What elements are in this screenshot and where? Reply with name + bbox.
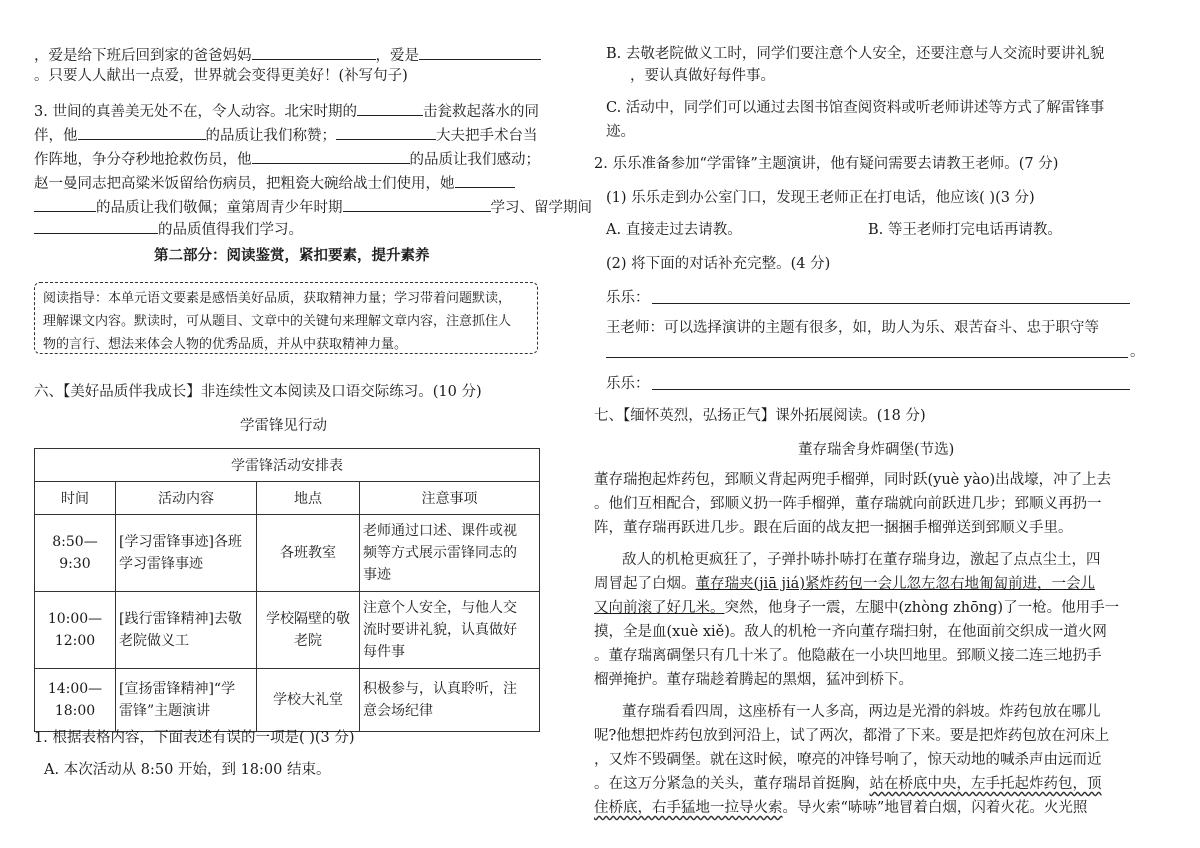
paragraph-1-line: 。他们互相配合，郅顺义扔一阵手榴弹，董存瑞就向前跃进几步；郅顺义再扔一 xyxy=(594,496,1102,512)
paragraph-1-line: 董存瑞抱起炸药包，郅顺义背起两兜手榴弹，同时跃(yuè yào)出战壕，冲了上去 xyxy=(594,472,1112,488)
paragraph-3-line: 呢?他想把炸药包放到河沿上，试了两次，都滑了下来。要是把炸药包放在河床上 xyxy=(594,728,1110,744)
section-seven-heading: 七、【缅怀英烈，弘扬正气】课外拓展阅读。(18 分) xyxy=(594,408,926,424)
underlined-sentence: 董存瑞夹(jiā jiá)紧炸药包一会儿忽左忽右地匍匐前进，一会儿 xyxy=(695,576,1095,592)
question-3-line-1: 3. 世间的真善美无处不在，令人动容。北宋时期的 击瓮救起落水的同 xyxy=(34,100,539,122)
dialogue-lele-1: 乐乐： xyxy=(606,290,650,306)
story-title: 董存瑞舍身炸碉堡(节选) xyxy=(798,442,955,458)
paragraph-3-line: 董存瑞看看四周，这座桥有一人多高，两边是光滑的斜坡。炸药包放在哪儿 xyxy=(622,704,1101,720)
wavy-underlined-sentence: 站在桥底中央，左手托起炸药包，顶 xyxy=(869,776,1102,792)
paragraph-1-line: 阵，董存瑞再跃进几步。跟在后面的战友把一捆捆手榴弹送到郅顺义手里。 xyxy=(594,520,1073,536)
question-3-line-5: 的品质让我们敬佩；童第周青少年时期 学习、留学期间 xyxy=(34,196,592,218)
fill-line-1: ，爱是给下班后回到家的爸爸妈妈 ，爱是 xyxy=(34,44,541,66)
option-a: A. 本次活动从 8:50 开始，到 18:00 结束。 xyxy=(44,762,331,778)
table-row xyxy=(35,592,540,669)
paragraph-3-line: 住桥底，右手猛地一拉导火索。导火索“哧哧”地冒着白烟，闪着火花。火光照 xyxy=(594,800,1088,816)
col-header-notes: 注意事项 xyxy=(360,482,540,515)
answer-blank[interactable] xyxy=(252,148,410,164)
paragraph-3-line: 。在这万分紧急的关头，董存瑞昂首挺胸，站在桥底中央，左手托起炸药包，顶 xyxy=(594,776,1102,792)
answer-blank[interactable] xyxy=(343,196,491,212)
underlined-sentence: 又向前滚了好几米。 xyxy=(594,600,725,616)
dialogue-teacher-line-1: 王老师：可以选择演讲的主题有很多，如，助人为乐、艰苦奋斗、忠于职守等 xyxy=(606,320,1099,336)
cell-notes: 注意个人安全，与他人交 流时要讲礼貌，认真做好 每件事 xyxy=(360,592,540,669)
answer-blank[interactable] xyxy=(78,124,206,140)
fill-line-2: 。只要人人献出一点爱，世界就会变得更美好！(补写句子) xyxy=(34,68,408,84)
paragraph-2-line: 又向前滚了好几米。突然，他身子一震，左腿中(zhòng zhōng)了一枪。他用手一 xyxy=(594,600,1120,616)
question-3-line-3: 作阵地，争分夺秒地抢救伤员，他 的品质让我们感动； xyxy=(34,148,540,170)
answer-blank[interactable] xyxy=(419,44,541,60)
reading-guide-line: 阅读指导：本单元语文要素是感悟美好品质，获取精神力量；学习带着问题默读， xyxy=(43,291,512,306)
answer-blank[interactable] xyxy=(336,124,436,140)
cell-place: 学校隔壁的敬 老院 xyxy=(257,592,360,669)
question-2-2: (2) 将下面的对话补充完整。(4 分) xyxy=(606,256,831,272)
reading-guide-line: 物的言行、想法来体会人物的优秀品质，并从中获取精神力量。 xyxy=(43,337,408,352)
wavy-underlined-sentence: 住桥底，右手猛地一拉导火索 xyxy=(594,800,783,816)
answer-blank[interactable] xyxy=(252,44,376,60)
table-caption: 学雷锋活动安排表 xyxy=(35,449,540,482)
question-3-line-4: 赵一曼同志把高粱米饭留给伤病员，把粗瓷大碗给战士们使用，她 xyxy=(34,172,515,194)
answer-line[interactable] xyxy=(652,388,1130,390)
answer-blank[interactable] xyxy=(34,218,158,234)
col-header-content: 活动内容 xyxy=(116,482,257,515)
paragraph-2-line: 周冒起了白烟。董存瑞夹(jiā jiá)紧炸药包一会儿忽左忽右地匍匐前进，一会儿 xyxy=(594,576,1095,592)
cell-time: 14:00— 18:00 xyxy=(35,669,116,732)
question-2-1-option-b: B. 等王老师打完电话再请教。 xyxy=(868,222,1062,238)
col-header-time: 时间 xyxy=(35,482,116,515)
paragraph-2-line: 敌人的机枪更疯狂了，子弹扑哧扑哧打在董存瑞身边，激起了点点尘土，四 xyxy=(622,552,1101,568)
question-2-1-option-a: A. 直接走过去请教。 xyxy=(606,222,742,238)
option-c-line-2: 迹。 xyxy=(606,124,635,140)
schedule-table xyxy=(34,448,540,732)
option-b-line-1: B. 去敬老院做义工时，同学们要注意个人安全，还要注意与人交流时要讲礼貌 xyxy=(606,46,1105,62)
reading-guide-box xyxy=(34,282,538,354)
paragraph-2-line: 。董存瑞离碉堡只有几十米了。他隐蔽在一小块凹地里。郅顺义接二连三地扔手 xyxy=(594,648,1102,664)
paragraph-2-line: 榴弹掩护。董存瑞趁着腾起的黑烟，猛冲到桥下。 xyxy=(594,672,913,688)
table-row xyxy=(35,669,540,732)
dialogue-teacher-line-2: 。 xyxy=(1130,344,1145,360)
paragraph-3-line: ，又炸不毁碉堡。就在这时候，嘹亮的冲锋号响了，惊天动地的喊杀声由远而近 xyxy=(594,752,1102,768)
cell-place: 各班教室 xyxy=(257,515,360,592)
question-2-1: (1) 乐乐走到办公室门口，发现王老师正在打电话，他应该( )(3 分) xyxy=(606,190,1035,206)
answer-line[interactable] xyxy=(606,356,1128,358)
question-3-line-6: 的品质值得我们学习。 xyxy=(34,218,303,240)
option-b-line-2: ，要认真做好每件事。 xyxy=(630,68,775,84)
cell-content: [践行雷锋精神]去敬 老院做义工 xyxy=(116,592,257,669)
answer-blank[interactable] xyxy=(357,100,423,116)
question-1: 1. 根据表格内容，下面表述有误的一项是( )(3 分) xyxy=(34,730,355,746)
cell-place: 学校大礼堂 xyxy=(257,669,360,732)
table-row xyxy=(35,515,540,592)
reading-guide-line: 理解课文内容。默读时，可从题目、文章中的关键句来理解文章内容，注意抓住人 xyxy=(43,314,512,329)
cell-notes: 老师通过口述、课件或视 频等方式展示雷锋同志的 事迹 xyxy=(360,515,540,592)
cell-time: 10:00— 12:00 xyxy=(35,592,116,669)
answer-line[interactable] xyxy=(652,302,1130,304)
answer-blank[interactable] xyxy=(455,172,515,188)
cell-notes: 积极参与，认真聆听，注 意会场纪律 xyxy=(360,669,540,732)
cell-content: [学习雷锋事迹]各班 学习雷锋事迹 xyxy=(116,515,257,592)
col-header-place: 地点 xyxy=(257,482,360,515)
part-two-heading: 第二部分：阅读鉴赏，紧扣要素，提升素养 xyxy=(154,247,430,264)
table-title: 学雷锋见行动 xyxy=(240,418,327,434)
dialogue-lele-2: 乐乐： xyxy=(606,376,650,392)
question-3-line-2: 伴，他 的品质让我们称赞； 大夫把手术台当 xyxy=(34,124,538,146)
option-c-line-1: C. 活动中，同学们可以通过去图书馆查阅资料或听老师讲述等方式了解雷锋事 xyxy=(606,100,1105,116)
cell-content: [宣扬雷锋精神]“学 雷锋”主题演讲 xyxy=(116,669,257,732)
cell-time: 8:50—9:30 xyxy=(35,515,116,592)
answer-blank[interactable] xyxy=(34,196,96,212)
section-six-heading: 六、【美好品质伴我成长】非连续性文本阅读及口语交际练习。(10 分) xyxy=(34,384,482,400)
paragraph-2-line: 摸，全是血(xuè xiě)。敌人的机枪一齐向董存瑞扫射，在他面前交织成一道火网 xyxy=(594,624,1107,640)
question-2: 2. 乐乐准备参加“学雷锋”主题演讲，他有疑问需要去请教王老师。(7 分) xyxy=(594,156,1059,172)
